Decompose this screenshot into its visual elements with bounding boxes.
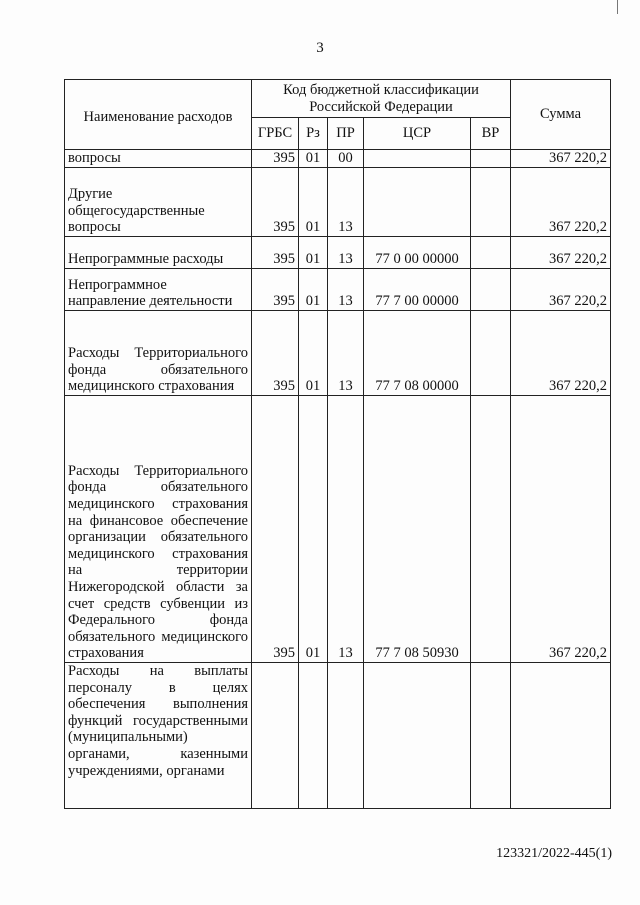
cell-vr (471, 663, 511, 809)
cell-vr (471, 269, 511, 311)
document-number: 123321/2022-445(1) (496, 846, 612, 861)
cell-grbs: 395 (252, 269, 299, 311)
header-vr: ВР (471, 118, 511, 150)
table-row (65, 168, 611, 237)
header-rz: Рз (299, 118, 328, 150)
cell-name: Расходы Территориального фонда обязательного медицинского страхования (65, 311, 252, 396)
cell-pr: 13 (328, 168, 364, 237)
table-row (65, 269, 611, 311)
cell-pr: 13 (328, 311, 364, 396)
header-pr: ПР (328, 118, 364, 150)
cell-grbs: 395 (252, 311, 299, 396)
cell-name: Расходы Территориального фонда обязательного медицинского страхования на финансовое обеспечение организации обязательного медицинского страхования на территории Нижегородской области за счет средств субвенции из Федерального фонда обязательного медицинского страхования (65, 396, 252, 663)
table-row (65, 237, 611, 269)
cell-sum: 367 220,2 (511, 237, 611, 269)
cell-csr (364, 663, 471, 809)
cell-rz: 01 (299, 311, 328, 396)
cell-sum: 367 220,2 (511, 269, 611, 311)
cell-sum: 367 220,2 (511, 311, 611, 396)
table-row (65, 663, 611, 809)
cell-grbs: 395 (252, 168, 299, 237)
cell-vr (471, 150, 511, 168)
cell-name: вопросы (65, 150, 252, 168)
cell-vr (471, 237, 511, 269)
cell-vr (471, 168, 511, 237)
cell-grbs: 395 (252, 237, 299, 269)
cell-grbs (252, 663, 299, 809)
cell-vr (471, 396, 511, 663)
cell-vr (471, 311, 511, 396)
cell-grbs: 395 (252, 396, 299, 663)
table-row (65, 150, 611, 168)
cell-rz: 01 (299, 150, 328, 168)
cell-rz: 01 (299, 237, 328, 269)
budget-table (64, 79, 611, 809)
cell-rz: 01 (299, 168, 328, 237)
cell-rz: 01 (299, 396, 328, 663)
table-row (65, 396, 611, 663)
cell-csr: 77 7 08 50930 (364, 396, 471, 663)
cell-name: Непрограммное направление деятельности (65, 269, 252, 311)
cell-rz: 01 (299, 269, 328, 311)
header-grbs: ГРБС (252, 118, 299, 150)
cell-sum (511, 663, 611, 809)
cell-csr: 77 7 08 00000 (364, 311, 471, 396)
header-csr: ЦСР (364, 118, 471, 150)
header-sum: Сумма (511, 80, 611, 150)
cell-sum: 367 220,2 (511, 396, 611, 663)
cell-name: Другие общегосударственные вопросы (65, 168, 252, 237)
cell-pr (328, 663, 364, 809)
cell-pr: 13 (328, 396, 364, 663)
cell-sum: 367 220,2 (511, 150, 611, 168)
cell-csr (364, 168, 471, 237)
cell-csr (364, 150, 471, 168)
cell-grbs: 395 (252, 150, 299, 168)
cell-pr: 00 (328, 150, 364, 168)
cell-csr: 77 7 00 00000 (364, 269, 471, 311)
cell-pr: 13 (328, 237, 364, 269)
table-row (65, 311, 611, 396)
cell-name: Расходы на выплаты персоналу в целях обеспечения выполнения функций государственными (муниципальными) органами, казенными учреждениями, органами (65, 663, 252, 809)
header-name: Наименование расходов (65, 80, 252, 150)
header-row-1 (65, 80, 611, 118)
cell-csr: 77 0 00 00000 (364, 237, 471, 269)
header-code-group: Код бюджетной классификации Российской Федерации (252, 80, 511, 118)
cell-sum: 367 220,2 (511, 168, 611, 237)
edge-mark (617, 0, 618, 14)
cell-pr: 13 (328, 269, 364, 311)
cell-rz (299, 663, 328, 809)
page-number: 3 (316, 40, 324, 56)
cell-name: Непрограммные расходы (65, 237, 252, 269)
